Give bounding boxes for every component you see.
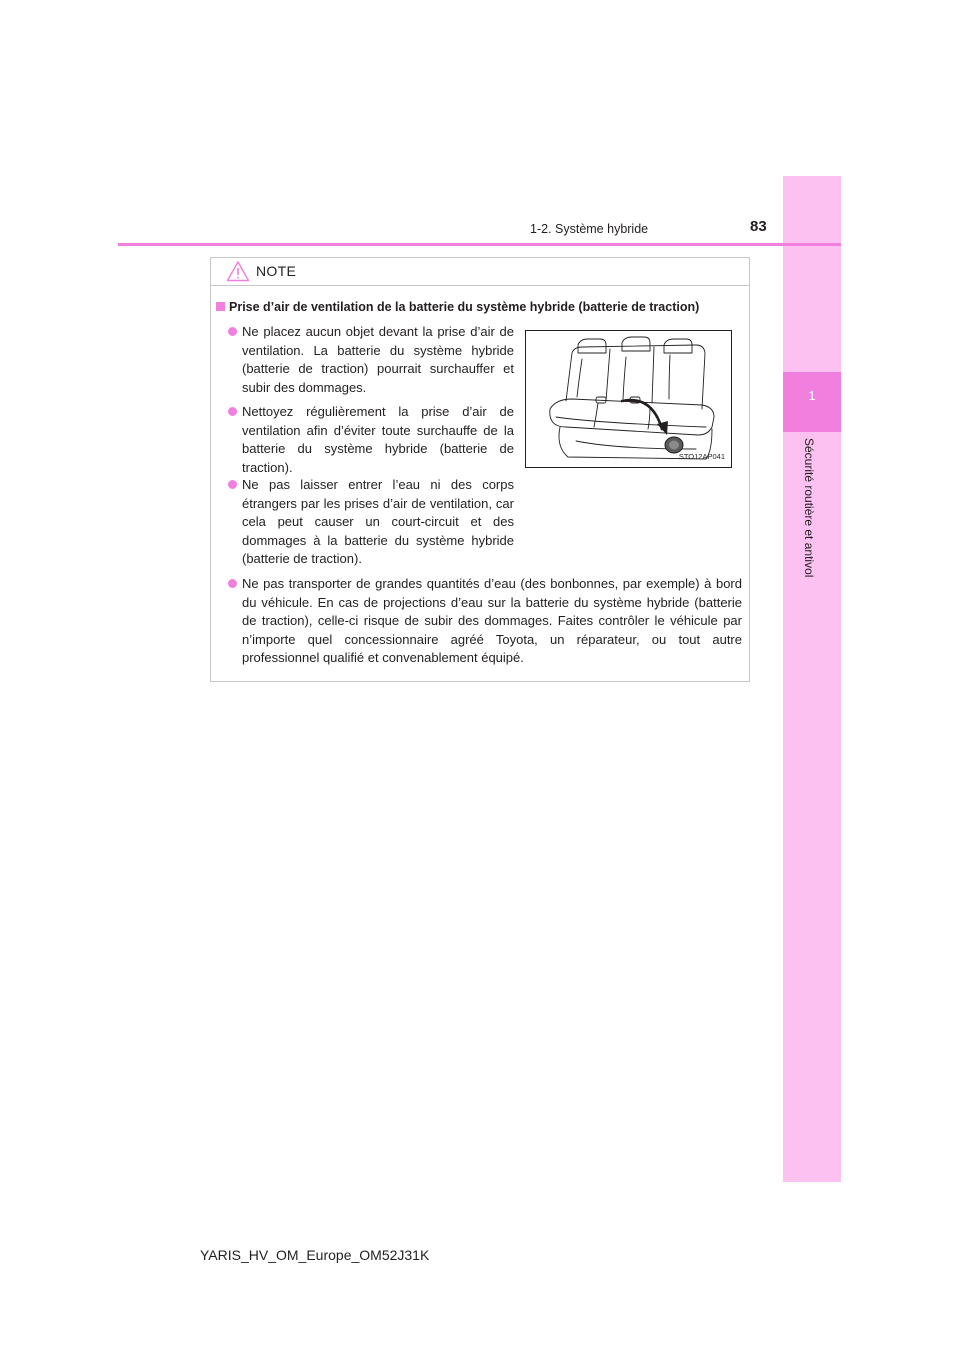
page-number: 83 (750, 218, 767, 235)
square-bullet-icon (216, 302, 225, 311)
bullet-dot-icon (228, 579, 237, 588)
chapter-number: 1 (808, 388, 816, 403)
header-rule (118, 243, 841, 246)
list-item (242, 476, 514, 569)
chapter-title: Sécurité routière et antivol (802, 438, 816, 578)
note-subheading (216, 300, 746, 314)
chapter-side-tab (783, 176, 841, 1182)
note-subheading-text: Prise d’air de ventilation de la batterie du système hybride (batterie de traction) (229, 300, 700, 314)
list-item-text: Nettoyez régulièrement la prise d’air de ventilation afin d’éviter toute surchauffe de la batterie du système hybride (batterie de traction). (242, 404, 514, 475)
note-label: NOTE (256, 263, 297, 279)
document-id: YARIS_HV_OM_Europe_OM52J31K (200, 1247, 430, 1263)
rear-seat-drawing (526, 331, 731, 467)
list-item-text: Ne placez aucun objet devant la prise d’air de ventilation. La batterie du système hybride (batterie de traction) pourrait surchauffer et subir des dommages. (242, 324, 514, 395)
list-item (242, 575, 742, 668)
bullet-dot-icon (228, 407, 237, 416)
section-title: 1-2. Système hybride (530, 222, 649, 236)
list-item-text: Ne pas transporter de grandes quantités d’eau (des bonbonnes, par exemple) à bord du véhicule. En cas de projections d’eau sur la batterie du système hybride (batterie de traction), celle-ci risque de subir des dommages. Faites contrôler le véhicule par n’importe quel concessionnaire agréé Toyota, un réparateur, ou tout autre professionnel qualifié et convenablement équipé. (242, 576, 742, 665)
figure-code: STO12AP041 (678, 452, 725, 461)
bullet-dot-icon (228, 480, 237, 489)
list-item (242, 323, 514, 397)
list-item (242, 403, 514, 477)
note-divider (210, 285, 750, 286)
note-header (226, 257, 296, 285)
bullet-dot-icon (228, 327, 237, 336)
rear-seat-illustration (525, 330, 732, 468)
list-item-text: Ne pas laisser entrer l’eau ni des corps étrangers par les prises d’air de ventilation, car cela peut causer un court-circuit et des dommages à la batterie du système hybride (batterie de traction). (242, 477, 514, 566)
warning-triangle-icon (226, 260, 250, 282)
